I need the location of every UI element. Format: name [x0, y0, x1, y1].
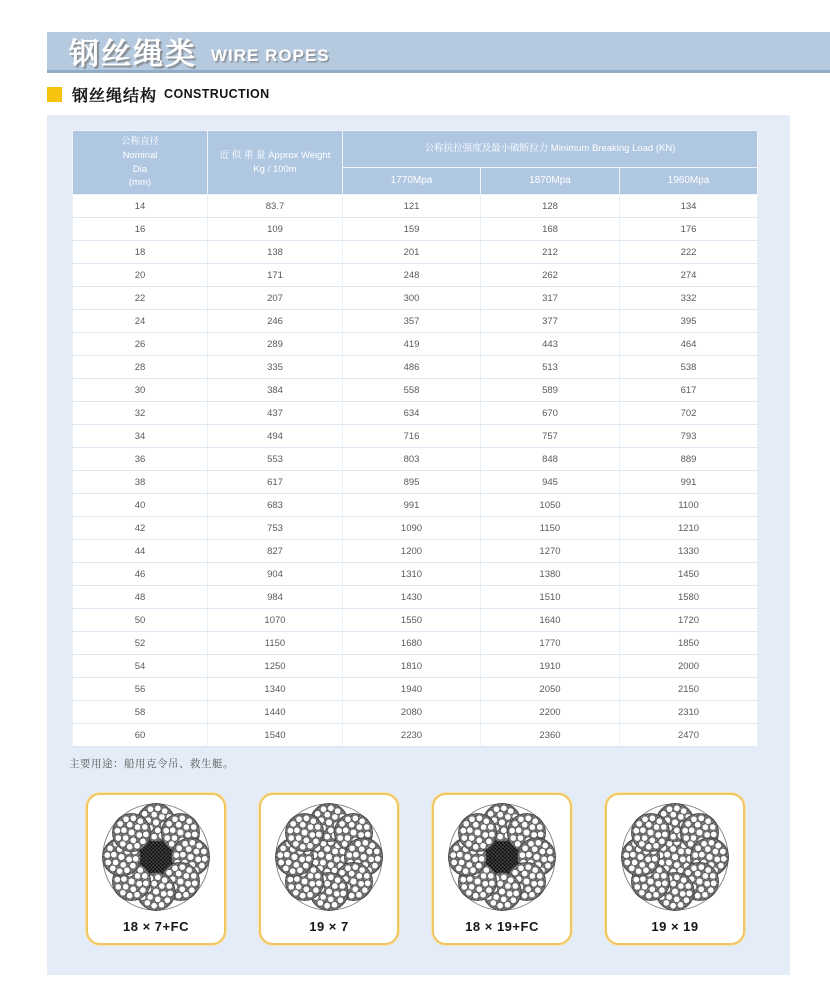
table-row — [73, 517, 758, 540]
table-cell: 52 — [73, 632, 208, 655]
table-cell: 38 — [73, 471, 208, 494]
table-cell: 683 — [208, 494, 343, 517]
col-header-grade-1770: 1770Mpa — [343, 168, 481, 195]
table-cell: 419 — [343, 333, 481, 356]
table-cell: 1150 — [481, 517, 620, 540]
table-cell: 1910 — [481, 655, 620, 678]
table-cell: 28 — [73, 356, 208, 379]
table-cell: 1150 — [208, 632, 343, 655]
table-cell: 1050 — [481, 494, 620, 517]
table-cell: 991 — [620, 471, 758, 494]
table-cell: 1540 — [208, 724, 343, 747]
header-weight-line1: 近 似 重 量 Approx Weight — [219, 149, 331, 161]
table-cell: 289 — [208, 333, 343, 356]
table-cell: 48 — [73, 586, 208, 609]
table-cell: 2310 — [620, 701, 758, 724]
table-cell: 1210 — [620, 517, 758, 540]
table-row — [73, 241, 758, 264]
table-cell: 716 — [343, 425, 481, 448]
table-row — [73, 471, 758, 494]
table-cell: 121 — [343, 195, 481, 218]
table-cell: 109 — [208, 218, 343, 241]
table-cell: 332 — [620, 287, 758, 310]
table-cell: 40 — [73, 494, 208, 517]
table-row — [73, 195, 758, 218]
header-dia-unit: (mm) — [128, 177, 152, 189]
table-cell: 617 — [208, 471, 343, 494]
content-panel — [47, 115, 790, 975]
table-cell: 895 — [343, 471, 481, 494]
table-row — [73, 494, 758, 517]
table-cell: 889 — [620, 448, 758, 471]
rope-card — [259, 793, 399, 945]
header-dia-zh: 公称直径 — [120, 135, 159, 147]
table-cell: 60 — [73, 724, 208, 747]
table-cell: 246 — [208, 310, 343, 333]
table-row — [73, 356, 758, 379]
table-cell: 335 — [208, 356, 343, 379]
table-cell: 1090 — [343, 517, 481, 540]
table-cell: 1200 — [343, 540, 481, 563]
breaking-load-table — [72, 130, 758, 747]
page-banner — [47, 32, 830, 73]
table-row — [73, 448, 758, 471]
table-row — [73, 402, 758, 425]
table-cell: 44 — [73, 540, 208, 563]
header-dia-en2: Dia — [132, 163, 148, 175]
table-cell: 300 — [343, 287, 481, 310]
table-cell: 34 — [73, 425, 208, 448]
table-cell: 634 — [343, 402, 481, 425]
section-heading — [47, 85, 270, 103]
table-cell: 1850 — [620, 632, 758, 655]
table-row — [73, 609, 758, 632]
table-cell: 395 — [620, 310, 758, 333]
table-cell: 20 — [73, 264, 208, 287]
table-cell: 617 — [620, 379, 758, 402]
rope-cross-section-diagram — [619, 801, 731, 913]
table-cell: 274 — [620, 264, 758, 287]
table-cell: 384 — [208, 379, 343, 402]
table-cell: 317 — [481, 287, 620, 310]
rope-construction-label: 18 × 19+FC — [465, 919, 539, 934]
table-cell: 2360 — [481, 724, 620, 747]
table-cell: 207 — [208, 287, 343, 310]
table-cell: 201 — [343, 241, 481, 264]
table-cell: 357 — [343, 310, 481, 333]
table-cell: 984 — [208, 586, 343, 609]
table-cell: 14 — [73, 195, 208, 218]
table-cell: 945 — [481, 471, 620, 494]
table-cell: 16 — [73, 218, 208, 241]
table-row — [73, 264, 758, 287]
table-cell: 2230 — [343, 724, 481, 747]
table-cell: 1270 — [481, 540, 620, 563]
section-title-zh: 钢丝绳结构 — [72, 87, 158, 105]
table-cell: 753 — [208, 517, 343, 540]
table-cell: 2470 — [620, 724, 758, 747]
table-cell: 1250 — [208, 655, 343, 678]
table-cell: 1430 — [343, 586, 481, 609]
table-cell: 171 — [208, 264, 343, 287]
table-cell: 1100 — [620, 494, 758, 517]
table-cell: 138 — [208, 241, 343, 264]
table-cell: 464 — [620, 333, 758, 356]
table-cell: 42 — [73, 517, 208, 540]
table-cell: 222 — [620, 241, 758, 264]
col-header-breaking-load: 公称抗拉强度及最小破断拉力 Minimum Breaking Load (KN) — [343, 131, 758, 168]
table-cell: 1310 — [343, 563, 481, 586]
table-cell: 1330 — [620, 540, 758, 563]
banner-title-zh: 钢丝绳类 — [69, 38, 197, 71]
table-cell: 2000 — [620, 655, 758, 678]
table-row — [73, 632, 758, 655]
table-cell: 22 — [73, 287, 208, 310]
table-cell: 1550 — [343, 609, 481, 632]
section-title-en: CONSTRUCTION — [164, 87, 270, 101]
rope-cross-section-diagram — [100, 801, 212, 913]
rope-card — [605, 793, 745, 945]
table-row — [73, 724, 758, 747]
table-row — [73, 655, 758, 678]
rope-card — [432, 793, 572, 945]
table-cell: 1770 — [481, 632, 620, 655]
table-cell: 553 — [208, 448, 343, 471]
table-cell: 56 — [73, 678, 208, 701]
table-cell: 46 — [73, 563, 208, 586]
table-cell: 168 — [481, 218, 620, 241]
table-row — [73, 586, 758, 609]
table-row — [73, 701, 758, 724]
table-cell: 2080 — [343, 701, 481, 724]
table-cell: 803 — [343, 448, 481, 471]
table-cell: 1640 — [481, 609, 620, 632]
table-cell: 437 — [208, 402, 343, 425]
table-cell: 558 — [343, 379, 481, 402]
table-cell: 212 — [481, 241, 620, 264]
col-header-nominal-dia — [73, 131, 208, 195]
table-cell: 589 — [481, 379, 620, 402]
rope-construction-label: 18 × 7+FC — [123, 919, 189, 934]
table-cell: 757 — [481, 425, 620, 448]
usage-note: 主要用途：船用克令吊、救生艇。 — [69, 758, 234, 770]
table-cell: 58 — [73, 701, 208, 724]
rope-card — [86, 793, 226, 945]
table-cell: 134 — [620, 195, 758, 218]
rope-construction-label: 19 × 7 — [309, 919, 349, 934]
table-cell: 538 — [620, 356, 758, 379]
table-row — [73, 540, 758, 563]
header-dia-en1: Nominal — [122, 149, 158, 161]
col-header-grade-1870: 1870Mpa — [481, 168, 620, 195]
table-cell: 26 — [73, 333, 208, 356]
table-cell: 24 — [73, 310, 208, 333]
col-header-approx-weight — [208, 131, 343, 195]
table-cell: 176 — [620, 218, 758, 241]
table-cell: 83.7 — [208, 195, 343, 218]
table-cell: 36 — [73, 448, 208, 471]
table-row — [73, 218, 758, 241]
rope-diagram-cards — [86, 793, 745, 945]
table-cell: 1340 — [208, 678, 343, 701]
table-cell: 1440 — [208, 701, 343, 724]
table-cell: 1810 — [343, 655, 481, 678]
table-cell: 670 — [481, 402, 620, 425]
table-cell: 1940 — [343, 678, 481, 701]
table-cell: 443 — [481, 333, 620, 356]
table-cell: 18 — [73, 241, 208, 264]
table-cell: 1720 — [620, 609, 758, 632]
table-cell: 1450 — [620, 563, 758, 586]
table-row — [73, 563, 758, 586]
banner-title-en: WIRE ROPES — [211, 46, 330, 65]
table-cell: 793 — [620, 425, 758, 448]
table-cell: 827 — [208, 540, 343, 563]
table-row — [73, 333, 758, 356]
table-cell: 377 — [481, 310, 620, 333]
table-cell: 494 — [208, 425, 343, 448]
table-cell: 513 — [481, 356, 620, 379]
table-row — [73, 287, 758, 310]
table-cell: 30 — [73, 379, 208, 402]
table-row — [73, 310, 758, 333]
table-cell: 248 — [343, 264, 481, 287]
table-cell: 486 — [343, 356, 481, 379]
table-cell: 128 — [481, 195, 620, 218]
rope-construction-label: 19 × 19 — [651, 919, 699, 934]
rope-cross-section-diagram — [273, 801, 385, 913]
table-cell: 1510 — [481, 586, 620, 609]
table-cell: 54 — [73, 655, 208, 678]
table-cell: 50 — [73, 609, 208, 632]
table-cell: 2050 — [481, 678, 620, 701]
header-weight-line2: Kg / 100m — [253, 163, 297, 175]
rope-cross-section-diagram — [446, 801, 558, 913]
table-row — [73, 379, 758, 402]
table-cell: 1680 — [343, 632, 481, 655]
table-cell: 848 — [481, 448, 620, 471]
table-cell: 2150 — [620, 678, 758, 701]
col-header-grade-1960: 1960Mpa — [620, 168, 758, 195]
table-cell: 1070 — [208, 609, 343, 632]
table-cell: 991 — [343, 494, 481, 517]
yellow-square-icon — [47, 87, 62, 102]
table-cell: 1580 — [620, 586, 758, 609]
table-row — [73, 425, 758, 448]
table-cell: 2200 — [481, 701, 620, 724]
table-cell: 904 — [208, 563, 343, 586]
table-cell: 1380 — [481, 563, 620, 586]
table-cell: 262 — [481, 264, 620, 287]
table-cell: 32 — [73, 402, 208, 425]
table-cell: 702 — [620, 402, 758, 425]
table-cell: 159 — [343, 218, 481, 241]
table-row — [73, 678, 758, 701]
